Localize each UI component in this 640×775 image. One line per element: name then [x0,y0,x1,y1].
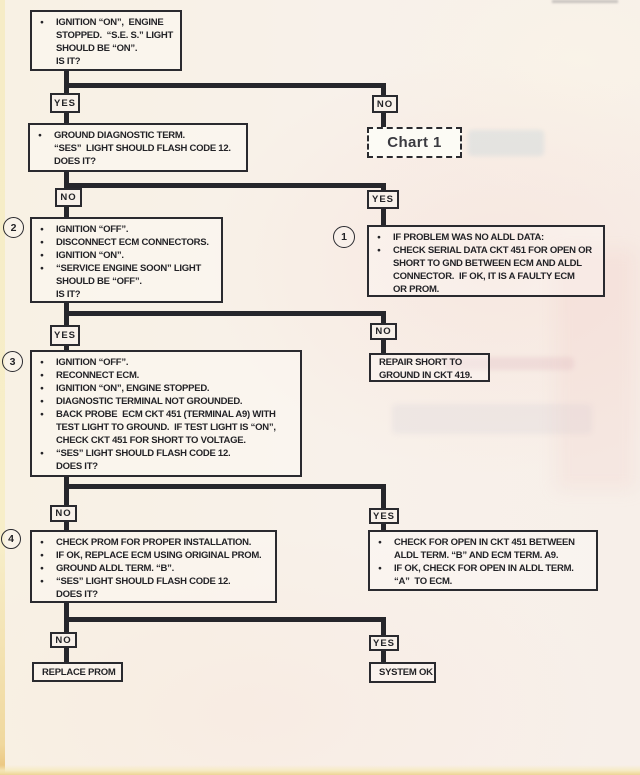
bullet-marker [38,55,56,68]
text-line [376,536,594,549]
connector-line [381,340,386,353]
line-text: GROUND IN CKT 419. [379,370,473,381]
step-number-1: 1 [333,226,355,248]
line-text: SYSTEM OK [379,667,433,678]
branch-label-yes-3: YES [50,325,80,346]
decision-box-step3-back-probe [30,350,302,477]
scan-smudge [552,0,618,3]
bullet-marker: ● [40,539,44,546]
line-text: IF OK, REPLACE ECM USING ORIGINAL PROM. [56,550,262,561]
step-number-3: 3 [2,351,23,372]
line-text: “SES” LIGHT SHOULD FLASH CODE 12. [56,576,231,587]
connector-line [381,489,386,508]
line-text: SHOULD BE “ON”. [56,43,138,54]
branch-label-no-5: NO [50,632,77,648]
action-box-repair-short [369,353,490,382]
bullet-marker: ● [40,398,44,405]
bullet-marker [36,142,54,155]
text-line [375,270,601,283]
text-line [38,42,178,55]
text-line [42,666,119,679]
bullet-marker: ● [40,226,44,233]
bullet-marker: ● [40,252,44,259]
branch-label-no-4: NO [50,505,77,522]
line-text: DOES IT? [56,589,98,600]
line-text: DOES IT? [54,156,96,167]
connector-line [64,83,386,88]
text-line [376,549,594,562]
bullet-marker [38,42,56,55]
text-line [38,447,298,460]
bullet-marker [38,460,56,473]
line-text: REPLACE PROM [42,667,116,678]
text-line [38,382,298,395]
text-line [375,283,601,296]
bullet-marker: ● [40,372,44,379]
bullet-marker: ● [40,450,44,457]
line-text: “SERVICE ENGINE SOON” LIGHT [56,263,202,274]
text-line [375,231,601,244]
text-line [38,249,219,262]
text-line [379,356,486,369]
text-line [38,288,219,301]
bullet-marker [36,155,54,168]
connector-line [381,183,386,190]
line-text: GROUND DIAGNOSTIC TERM. [54,130,185,141]
branch-label-yes-2: YES [367,190,399,209]
branch-label-no-2: NO [55,188,82,207]
text-line [376,575,594,588]
bullet-marker [375,283,393,296]
text-line [379,666,432,679]
bullet-marker [375,270,393,283]
text-line [38,223,219,236]
text-line [38,536,273,549]
line-text: IGNITION “ON”, ENGINE [56,17,164,28]
text-line [38,356,298,369]
line-text: DIAGNOSTIC TERMINAL NOT GROUNDED. [56,396,243,407]
bleed-through-mark [468,130,544,156]
line-text: CHECK SERIAL DATA CKT 451 FOR OPEN OR [393,245,592,256]
line-text: SHORT TO GND BETWEEN ECM AND ALDL [393,258,582,269]
bullet-marker [38,275,56,288]
bullet-marker [376,575,394,588]
connector-line [64,71,69,93]
bullet-marker: ● [378,539,382,546]
connector-line [381,209,386,225]
action-box-check-open-ckt451 [368,530,598,591]
line-text: IF PROBLEM WAS NO ALDL DATA: [393,232,544,243]
bullet-marker: ● [38,132,42,139]
action-box-step1-aldl-data [367,225,605,297]
branch-label-yes-1: YES [50,93,80,113]
terminal-box-system-ok [369,662,436,683]
terminal-box-replace-prom [32,662,123,682]
bullet-marker: ● [377,247,381,254]
connector-line [64,484,386,489]
bullet-marker [376,549,394,562]
branch-label-yes-4: YES [369,508,399,524]
text-line [375,257,601,270]
step-number-2: 2 [3,217,24,238]
connector-line [64,183,386,188]
line-text: TEST LIGHT TO GROUND. IF TEST LIGHT IS “ON”, [56,422,276,433]
text-line [38,16,178,29]
line-text: IF OK, CHECK FOR OPEN IN ALDL TERM. [394,563,574,574]
decision-box-step4-prom-check [30,530,277,603]
line-text: STOPPED. “S.E. S.” LIGHT [56,30,174,41]
connector-line [64,207,69,217]
step-number-4: 4 [1,529,21,549]
connector-line [381,316,386,323]
line-text: REPAIR SHORT TO [379,357,462,368]
line-text: IGNITION “ON”. [56,250,124,261]
line-text: IGNITION “OFF”. [56,224,129,235]
branch-label-yes-5: YES [369,635,399,651]
page-bottom-edge [0,765,640,775]
text-line [38,395,298,408]
line-text: IS IT? [56,56,81,67]
line-text: “SES” LIGHT SHOULD FLASH CODE 12. [56,448,231,459]
bullet-marker [38,29,56,42]
bullet-marker [38,588,56,601]
decision-box-flash-code-12 [28,123,248,172]
text-line [38,588,273,601]
text-line [36,155,244,168]
text-line [375,244,601,257]
line-text: DOES IT? [56,461,98,472]
bullet-marker: ● [40,19,44,26]
text-line [38,575,273,588]
line-text: CHECK FOR OPEN IN CKT 451 BETWEEN [394,537,575,548]
line-text: “A” TO ECM. [394,576,453,587]
text-line [38,55,178,68]
line-text: “SES” LIGHT SHOULD FLASH CODE 12. [54,143,231,154]
chart-1-reference: Chart 1 [367,127,462,158]
connector-line [64,311,386,316]
connector-line [64,617,386,622]
connector-line [381,113,386,127]
bullet-marker: ● [40,578,44,585]
line-text: IGNITION “ON”, ENGINE STOPPED. [56,383,210,394]
line-text: SHOULD BE “OFF”. [56,276,142,287]
bullet-marker [38,434,56,447]
text-line [36,142,244,155]
line-text: GROUND ALDL TERM. “B”. [56,563,174,574]
text-line [38,421,298,434]
bullet-marker: ● [40,552,44,559]
connector-line [381,651,386,662]
line-text: CHECK CKT 451 FOR SHORT TO VOLTAGE. [56,435,246,446]
text-line [38,369,298,382]
text-line [36,129,244,142]
text-line [38,460,298,473]
bullet-marker [375,257,393,270]
line-text: BACK PROBE ECM CKT 451 (TERMINAL A9) WITH [56,409,276,420]
text-line [38,236,219,249]
bullet-marker: ● [40,359,44,366]
connector-line [64,477,69,505]
text-line [38,262,219,275]
bullet-marker: ● [40,411,44,418]
line-text: OR PROM. [393,284,440,295]
line-text: ALDL TERM. “B” AND ECM TERM. A9. [394,550,559,561]
line-text: IS IT? [56,289,81,300]
branch-label-no-1: NO [372,95,398,113]
line-text: RECONNECT ECM. [56,370,140,381]
connector-line [381,88,386,95]
line-text: DISCONNECT ECM CONNECTORS. [56,237,209,248]
text-line [38,434,298,447]
bullet-marker: ● [40,239,44,246]
connector-line [64,648,69,662]
bullet-marker: ● [40,265,44,272]
decision-box-step2-ecm-disconnect [30,217,223,303]
text-line [38,29,178,42]
bullet-marker [38,288,56,301]
line-text: CONNECTOR. IF OK, IT IS A FAULTY ECM [393,271,575,282]
text-line [376,562,594,575]
bullet-marker [38,421,56,434]
connector-line [381,622,386,635]
bullet-marker: ● [40,385,44,392]
page-left-edge [0,0,5,775]
text-line [38,549,273,562]
line-text: CHECK PROM FOR PROPER INSTALLATION. [56,537,252,548]
connector-line [64,522,69,530]
text-line [38,562,273,575]
text-line [38,408,298,421]
bullet-marker: ● [40,565,44,572]
decision-box-ses-light-on [30,10,182,71]
branch-label-no-3: NO [370,323,397,340]
text-line [38,275,219,288]
text-line [379,369,486,382]
line-text: IGNITION “OFF”. [56,357,129,368]
connector-line [64,113,69,123]
bullet-marker: ● [377,234,381,241]
bullet-marker: ● [378,565,382,572]
